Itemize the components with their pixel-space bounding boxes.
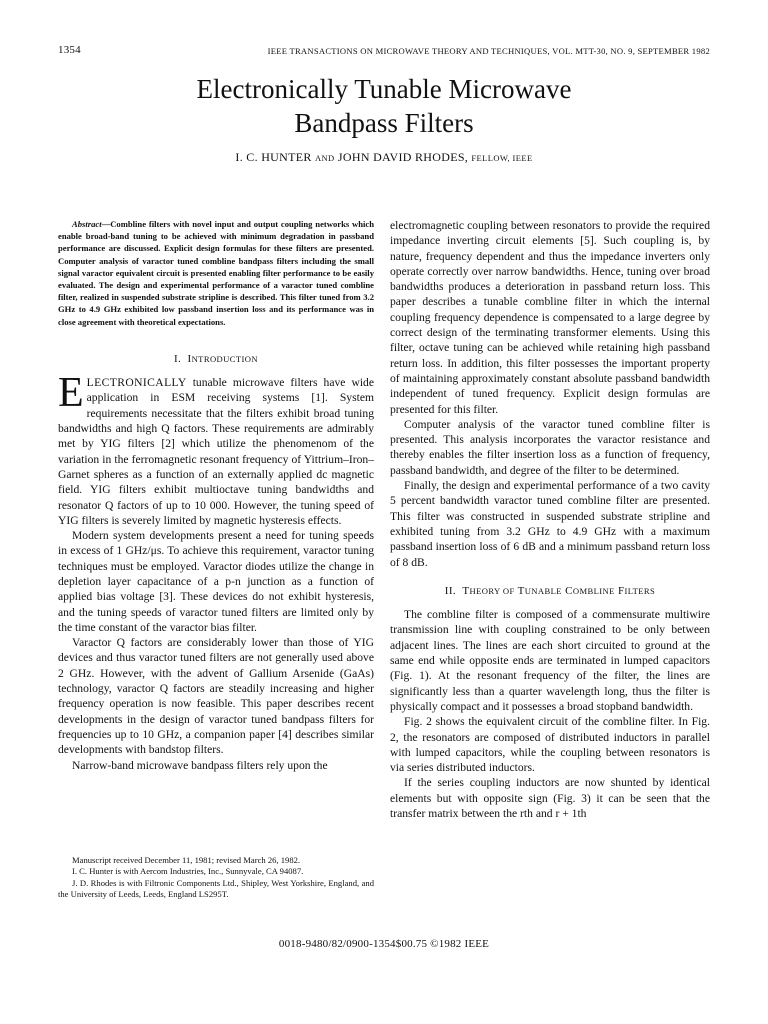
section-2-paragraph-1: The combline filter is composed of a commensurate multiwire transmission line with coupling constrained to be only between adjacent lines. The lines are each short circuited to ground at the same end while opposite ends are terminated in lumped capacitors (Fig. 1). At the resonant frequency of the filter, the lines are significantly less than a quarter wavelength long, thus the filter is physically compact and it possesses a broad stopband bandwidth. — [390, 608, 710, 713]
drop-cap-lead: LECTRONICALLY — [86, 376, 187, 390]
section-1-paragraph-2: Modern system developments present a need for tuning speeds in excess of 1 GHz/μs. To achieve this requirement, varactor tuning techniques must be employed. Varactor diodes utilize the change in depletion layer capacitance of a p-n junction as a function of applied bias voltage [3]. These devices do not exhibit hysteresis, and the tuning speeds of varactor tuned filters are limited only by the time constant of the varactor bias filter. — [58, 529, 374, 634]
section-2-word-1: HEORY OF — [469, 585, 515, 596]
section-2-numeral: II. — [444, 584, 457, 597]
right-column — [390, 218, 710, 821]
page-number: 1354 — [58, 44, 81, 56]
title-line-1: Electronically Tunable Microwave — [196, 74, 572, 104]
section-2-paragraph-2: Fig. 2 shows the equivalent circuit of the combline filter. In Fig. 2, the resonators are composed of distributed inductors in parallel with lumped capacitors, while the coupling between resonators is via series distributed inductors. — [390, 715, 710, 775]
footnote-author-2: J. D. Rhodes is with Filtronic Components Ltd., Shipley, West Yorkshire, England, and the University of Leeds, Leeds, England LS295T. — [58, 877, 374, 900]
title-line-2: Bandpass Filters — [294, 108, 474, 138]
paper-title — [0, 72, 768, 140]
footnote-author-1: I. C. Hunter is with Aercom Industries, Inc., Sunnyvale, CA 94087. — [72, 866, 304, 877]
author-conjunction: AND — [314, 153, 335, 163]
right-paragraph-3: Finally, the design and experimental performance of a two cavity 5 percent bandwidth varactor tuned combline filter are presented. This filter was constructed in suspended substrate stripline and exhibited tuning from 3.2 GHz to 4.9 GHz with a maximum passband insertion loss of 6 dB and a minimum passband return loss of 8 dB. — [390, 479, 710, 569]
section-2-word-3: OMBLINE — [572, 585, 615, 596]
section-1-paragraph-4: Narrow-band microwave bandpass filters rely upon the — [72, 758, 328, 772]
section-2-word-4: ILTERS — [624, 585, 656, 596]
abstract-lead: Abstract — [72, 219, 102, 229]
section-2-word-2: UNABLE — [524, 585, 562, 596]
section-2-initial-3: C — [565, 584, 573, 597]
right-paragraph-2: Computer analysis of the varactor tuned combline filter is presented. This analysis incorporates the varactor resistance and thereby enables the filter insertion loss as a function of frequency, passband bandwidth, and degree of the filter to be determined. — [390, 417, 710, 477]
author-1: I. C. HUNTER — [235, 150, 312, 164]
author-line — [0, 150, 768, 165]
section-2-initial-4: F — [617, 584, 625, 597]
abstract-text: —Combline filters with novel input and output coupling networks which enable broad-band tuning to be achieved with minimum degradation in passband performance are discussed. Explicit design formulas for these filters are presented. Computer analysis of varactor tuned combline bandpass filters including the small signal varactor equivalent circuit is presented enabling filter performance to be easily evaluated. The design and experimental performance of a varactor tuned combline filter, realized in suspended substrate stripline is described. This filter tuned from 3.2 GHz to 4.9 GHz exhibited low passband insertion loss and its performance was in close agreement with theoretical expectations. — [58, 219, 374, 327]
section-1-heading — [58, 352, 374, 367]
author-2: JOHN DAVID RHODES, — [337, 150, 469, 164]
section-1-numeral: I. — [173, 352, 182, 365]
footnote-received: Manuscript received December 11, 1981; revised March 26, 1982. — [72, 855, 301, 865]
footnotes — [58, 855, 374, 901]
section-2-heading — [390, 584, 710, 599]
section-1-title: NTRODUCTION — [191, 353, 259, 364]
right-paragraph-1: electromagnetic coupling between resonators to provide the required impedance inverting circuit elements [5]. Such coupling is, by nature, frequency dependent and thus the impedance inverters only operate correctly over narrow bandwidths. Hence, tuning over broad bandwidths produces a deterioration in passband return loss. This paper describes a tunable combline filter in which the internal coupling frequency dependence is compensated to a large degree by correct design of the terminating transformer elements. Using this filter, octave tuning can be achieved while retaining high passband return loss. In addition, this filter possesses the important property of maintaining approximately constant absolute passband bandwidth independent of tuned frequency. Explicit design formulas are presented for this filter. — [390, 219, 710, 416]
running-head: IEEE TRANSACTIONS ON MICROWAVE THEORY AND TECHNIQUES, VOL. MTT-30, NO. 9, SEPTEMBER 1982 — [267, 46, 710, 56]
left-column — [58, 218, 374, 773]
author-2-affiliation: FELLOW, IEEE — [471, 153, 533, 163]
section-2-paragraph-3: If the series coupling inductors are now shunted by identical elements but with opposite sign (Fig. 3) it can be seen that the transfer matrix between the rth and r + 1th — [390, 776, 710, 820]
drop-cap: E — [58, 370, 84, 417]
copyright-footer: 0018-9480/82/0900-1354$00.75 ©1982 IEEE — [278, 938, 490, 950]
section-1-paragraph-1 — [58, 370, 374, 528]
section-2-initial-2: T — [517, 584, 525, 597]
section-1-paragraph-1-text: tunable microwave filters have wide application in ESM receiving systems [1]. System requirements necessitate that the filters exhibit broad tuning bandwidths and high Q factors. These requirements are admirably met by YIG filters [2] which utilize the phenomenom of the variation in the ferromagnetic resonant frequency of Yittrium–Iron–Garnet spheres as a function of an externally applied dc magnetic field. YIG filters exhibit multioctave tuning bandwidths and resonator Q factors of up to 10 000. However, the tuning speed of YIG filters is severely limited by magnetic hysteresis effects. — [58, 376, 374, 527]
section-2-initial-1: T — [462, 584, 470, 597]
abstract — [58, 218, 374, 328]
section-1-initial: I — [187, 352, 192, 365]
section-1-paragraph-3: Varactor Q factors are considerably lower than those of YIG devices and thus varactor tuned filters are not generally used above 2 GHz. However, with the advent of Gallium Arsenide (GaAs) technology, varactor Q factors are steadily increasing and higher frequency operation is now feasible. This paper describes recent developments in the design of varactor tuned bandpass filters for frequencies up to 10 GHz, a companion paper [4] describes similar developments with bandstop filters. — [58, 636, 374, 757]
